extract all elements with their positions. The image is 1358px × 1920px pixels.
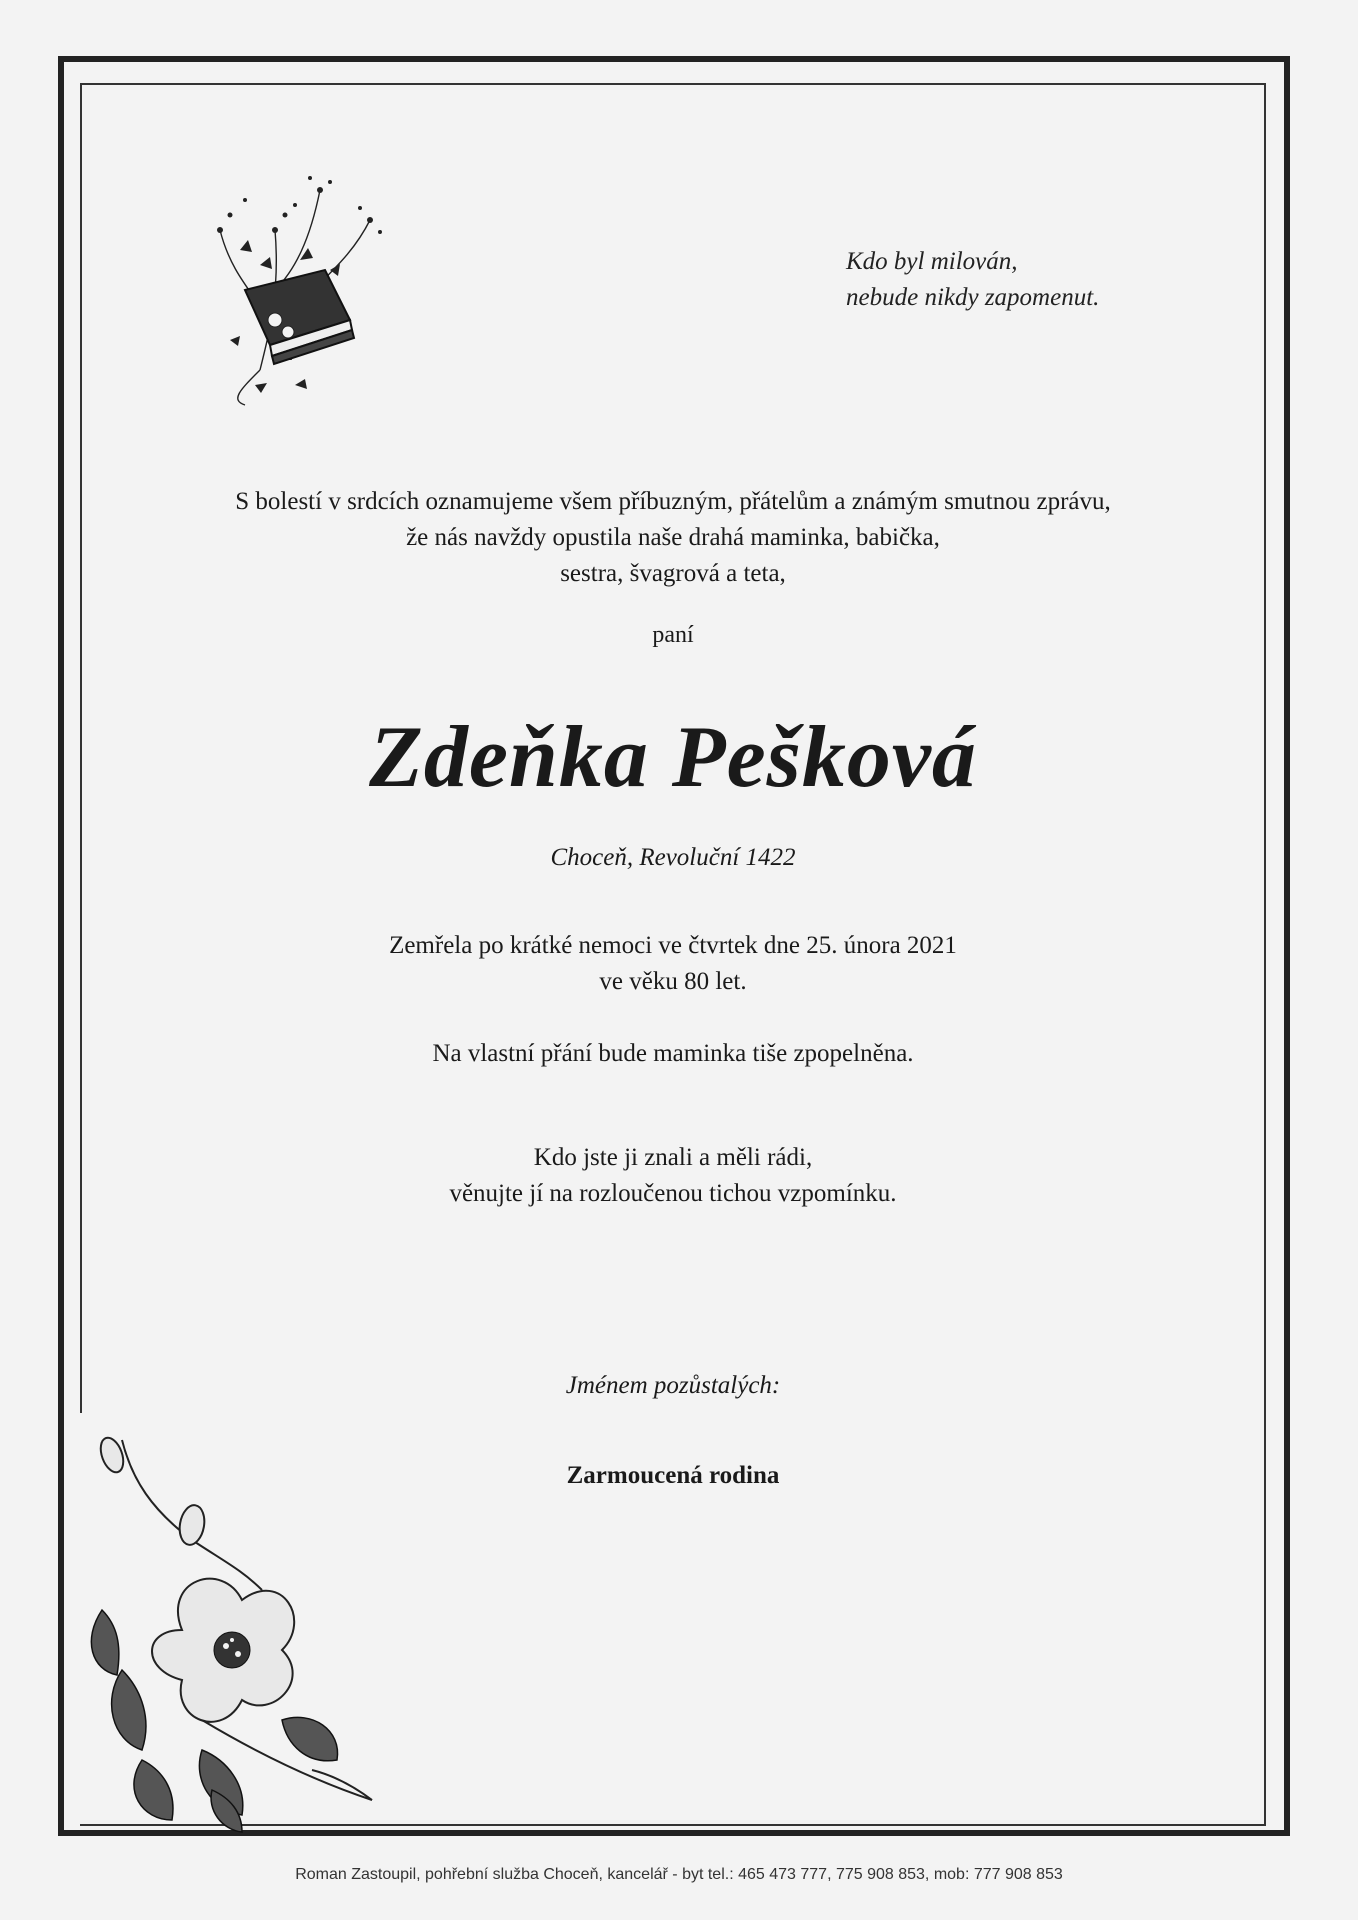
rose-ornament (82, 1420, 452, 1840)
death-line-2: ve věku 80 let. (599, 968, 747, 995)
honorific-title: paní (652, 622, 694, 648)
family-signature: Zarmoucená rodina (566, 1462, 780, 1489)
last-wish: Na vlastní přání bude maminka tiše zpopelněna. (432, 1040, 914, 1067)
remembrance-line-2: věnujte jí na rozloučenou tichou vzpomínku. (449, 1180, 897, 1207)
announcement-line-3: sestra, švagrová a teta, (560, 560, 786, 587)
book-flowers-ornament (200, 170, 400, 410)
motto (846, 244, 1099, 316)
announcement-line-2: že nás navždy opustila naše drahá maminka, babička, (406, 524, 940, 551)
death-info (82, 928, 1264, 1000)
motto-line-1: Kdo byl milován, (846, 248, 1018, 275)
motto-line-2: nebude nikdy zapomenut. (846, 284, 1100, 311)
announcement-line-1: S bolestí v srdcích oznamujeme všem příbuzným, přátelům a známým smutnou zprávu, (235, 488, 1111, 515)
address: Choceň, Revoluční 1422 (550, 844, 796, 871)
footer-contact: Roman Zastoupil, pohřební služba Choceň, kancelář - byt tel.: 465 473 777, 775 908 853, mob: 777 908 853 (295, 1866, 1063, 1883)
on-behalf-label: Jménem pozůstalých: (565, 1372, 781, 1399)
announcement (82, 484, 1264, 592)
deceased-name: Zdeňka Pešková (369, 709, 977, 806)
remembrance-line-1: Kdo jste ji znali a měli rádi, (533, 1144, 813, 1171)
remembrance (82, 1140, 1264, 1212)
death-line-1: Zemřela po krátké nemoci ve čtvrtek dne 25. února 2021 (389, 932, 957, 959)
